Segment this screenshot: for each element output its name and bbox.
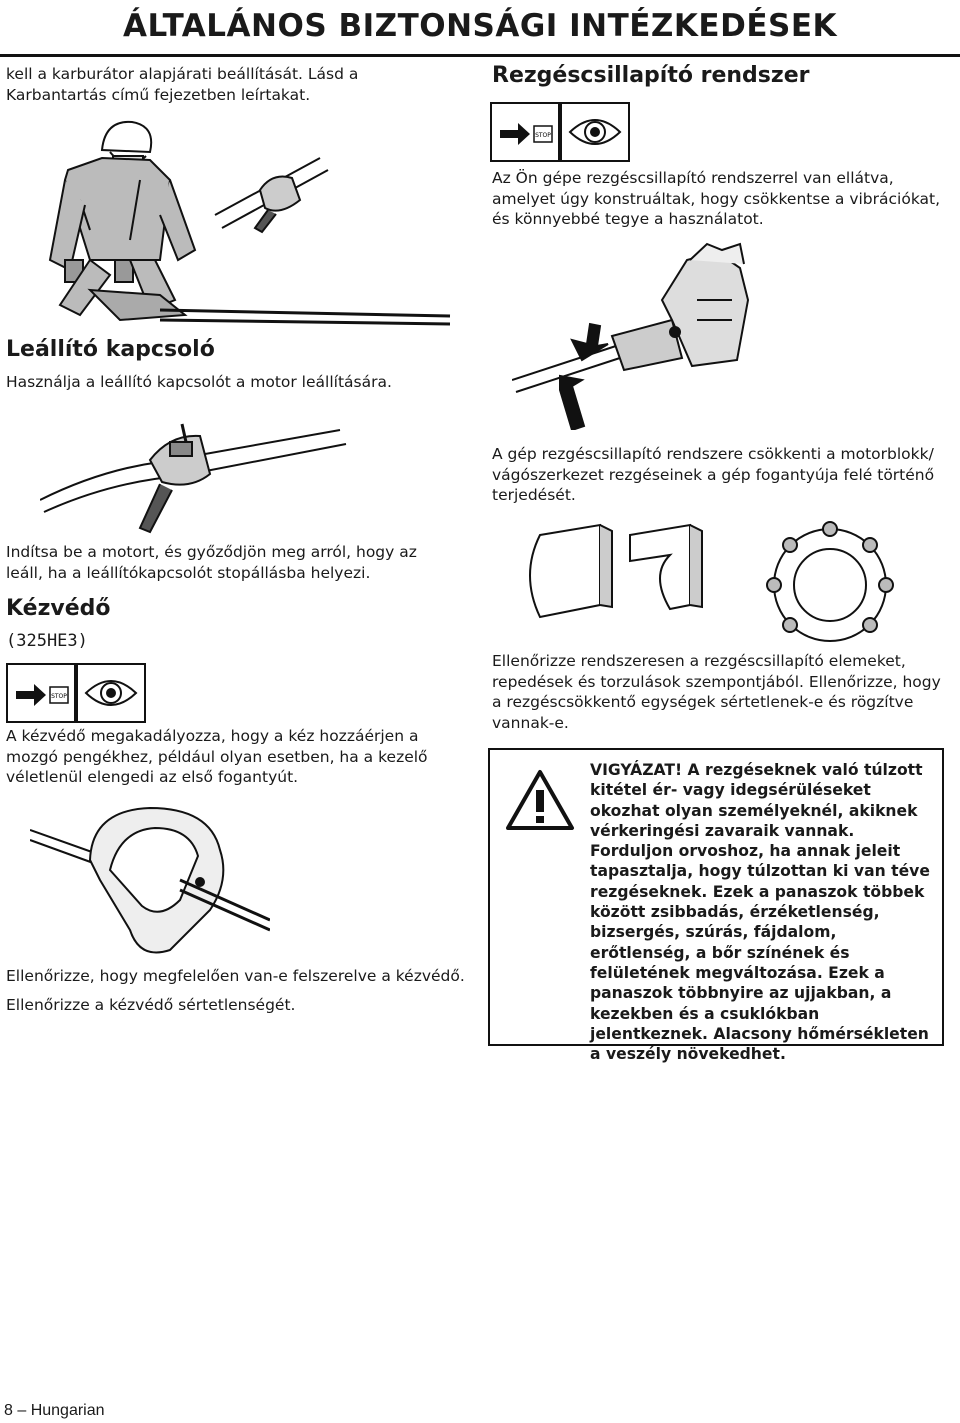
stop-label: STOP	[535, 132, 551, 139]
eye-icon	[560, 102, 630, 162]
stop-switch-test-text: Indítsa be a motort, és győződjön meg arról, hogy az leáll, ha a leállítókapcsolót stopállásba helyezi.	[6, 543, 417, 582]
vibration-text-1: Az Ön gépe rezgéscsillapító rendszerrel van ellátva, amelyet úgy konstruáltak, hogy csökkentse a vibrációkat, és könnyebbé tegye a használatot.	[492, 169, 941, 228]
model-label: (325HE3)	[6, 631, 88, 651]
stop-label: STOP	[51, 693, 67, 700]
stop-switch-illustration	[40, 420, 360, 540]
hand-guard-text: A kézvédő megakadályozza, hogy a kéz hozzáérjen a mozgó pengékhez, például olyan esetben, ha a kezelő véletlenül elengedi az első fogantyút.	[6, 727, 428, 786]
arrow-stop-icon	[490, 102, 560, 162]
page-title: ÁLTALÁNOS BIZTONSÁGI INTÉZKEDÉSEK	[122, 8, 838, 44]
hand-guard-check2: Ellenőrizze a kézvédő sértetlenségét.	[6, 996, 296, 1014]
header-rule	[0, 54, 960, 57]
eye-icon	[76, 663, 146, 723]
operator-stop-illustration	[10, 110, 460, 335]
stop-switch-text: Használja a leállító kapcsolót a motor leállítására.	[6, 373, 392, 391]
warning-triangle-icon	[504, 768, 576, 832]
hand-guard-heading: Kézvédő	[6, 596, 111, 621]
arrow-stop-icon	[6, 663, 76, 723]
page-footer: 8 – Hungarian	[4, 1402, 105, 1419]
hand-guard-illustration	[30, 800, 270, 960]
warning-text: VIGYÁZAT! A rezgéseknek való túlzott kitétel ér- vagy idegsérüléseket okozhat olyan személyeknél, akiknek vérkeringési zavaraik vannak. Forduljon orvoshoz, ha annak jeleit tapasztalja, hogy túlzottan ki van téve rezgéseknek. Ezek a panaszok többek között zsibbadás, érzéketlenség, bizsergés, szúrás, fájdalom, erőtlenség, a bőr színének és felületének megváltozása. Ezek a panaszok többnyire az ujjakban, a kezekben és a csuklókban jelentkeznek. Alacsony hőmérsékleten a veszély növekedhet.	[590, 761, 930, 1064]
vibration-heading: Rezgéscsillapító rendszer	[492, 63, 810, 88]
vibration-damper-illustration	[512, 240, 772, 430]
vibration-text-2: A gép rezgéscsillapító rendszere csökkenti a motorblokk/ vágószerkezet rezgéseinek a gép fogantyúja felé történő terjedését.	[492, 445, 935, 504]
stop-switch-heading: Leállító kapcsoló	[6, 337, 215, 362]
vibration-text-3: Ellenőrizze rendszeresen a rezgéscsillapító elemeket, repedések és torzulások szempontjából. Ellenőrizze, hogy a rezgéscsökkentő egységek sértetlenek-e és rögzítve vannak-e.	[492, 652, 941, 732]
intro-text: kell a karburátor alapjárati beállítását. Lásd a Karbantartás című fejezetben leírtakat.	[6, 65, 359, 104]
damper-parts-illustration	[520, 515, 940, 645]
hand-guard-check1: Ellenőrizze, hogy megfelelően van-e felszerelve a kézvédő.	[6, 967, 465, 985]
warning-box	[488, 748, 944, 1064]
